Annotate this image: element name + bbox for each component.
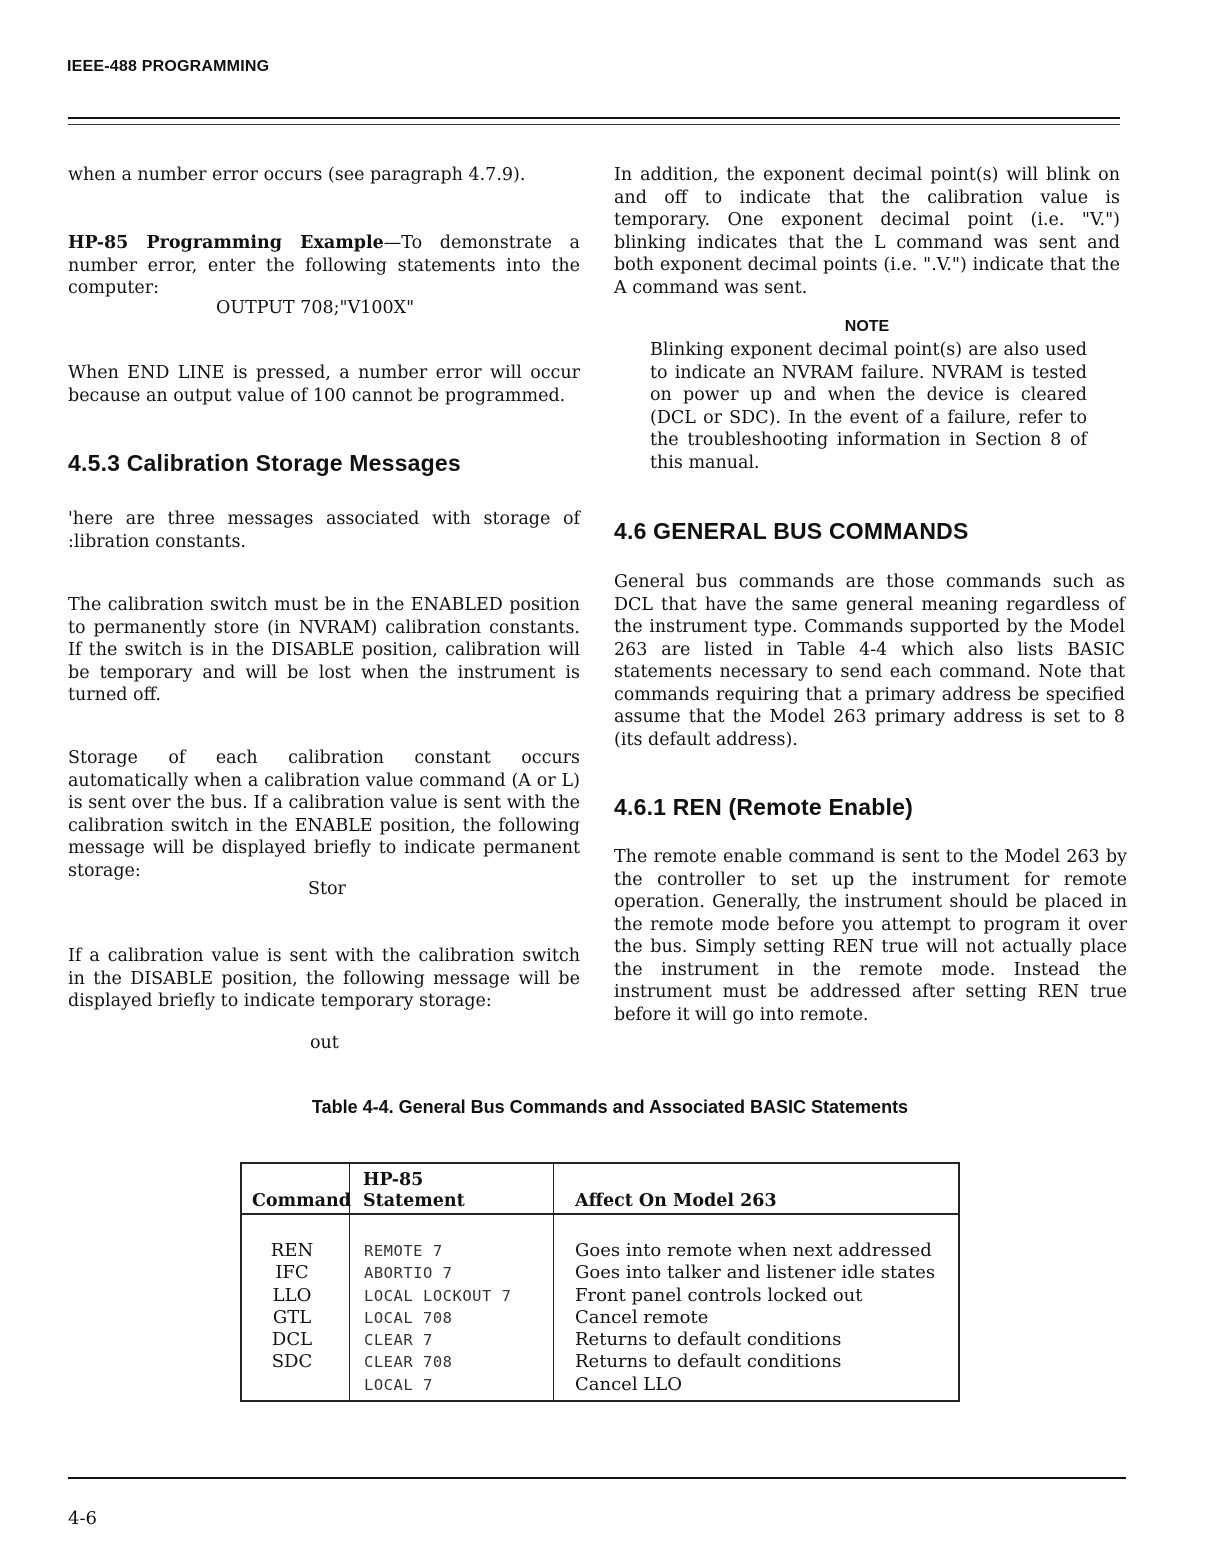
example-text: —To demonstrate a number error, enter the following statements into the computer: bbox=[68, 233, 580, 298]
example-lead: HP-85 Programming Example bbox=[68, 233, 384, 253]
header-affect: Affect On Model 263 bbox=[575, 1191, 777, 1211]
page-number: 4-6 bbox=[68, 1508, 97, 1529]
table-cell-statement: CLEAR 7 bbox=[364, 1331, 433, 1350]
left-paragraph-5: Storage of each calibration constant occurs automatically when a calibration value command (A or L) is sent over the bus. If a calibration value is sent with the calibration switch in the ENABLE position, the following message will be displayed briefly to indicate permanent storage: bbox=[68, 748, 580, 881]
table-cell-affect: Returns to default conditions bbox=[575, 1351, 842, 1373]
note-title: NOTE bbox=[844, 318, 890, 335]
left-paragraph-1: when a number error occurs (see paragraph 4.7.9). bbox=[68, 165, 526, 185]
code-output-statement: OUTPUT 708;"V100X" bbox=[216, 298, 415, 318]
table-cell-command: LLO bbox=[272, 1284, 312, 1306]
table-cell-command: GTL bbox=[272, 1306, 312, 1328]
header-rule-thin bbox=[68, 124, 1120, 125]
table-cell-statement: LOCAL LOCKOUT 7 bbox=[364, 1286, 512, 1305]
table-cell-statement: LOCAL 708 bbox=[364, 1308, 453, 1327]
table-cell-statement: LOCAL 7 bbox=[364, 1375, 433, 1394]
table-divider bbox=[553, 1164, 554, 1400]
header-statement-line2: Statement bbox=[363, 1191, 465, 1211]
table-cell-command: IFC bbox=[275, 1262, 309, 1284]
table-cell-affect: Goes into remote when next addressed bbox=[575, 1240, 932, 1261]
table-header-rule bbox=[242, 1213, 958, 1215]
table-cell-command: SDC bbox=[271, 1351, 313, 1373]
table-cell-command: DCL bbox=[271, 1329, 313, 1351]
table-cell-statement: CLEAR 708 bbox=[364, 1353, 453, 1372]
message-stor: Stor bbox=[308, 879, 346, 899]
table-cell-command: REN bbox=[270, 1240, 314, 1261]
command-column bbox=[242, 1240, 342, 1396]
table-caption: Table 4-4. General Bus Commands and Associated BASIC Statements bbox=[311, 1097, 909, 1117]
table-cell-affect: Goes into talker and listener idle states bbox=[575, 1262, 936, 1284]
right-paragraph-1: In addition, the exponent decimal point(s) will blink on and off to indicate that the calibration value is temporary. One exponent decimal point (i.e. "V.") blinking indicates that the L command was sent and both exponent decimal points (i.e. ".V.") indicate that the A command was sent. bbox=[614, 165, 1120, 298]
affect-column bbox=[575, 1240, 935, 1396]
left-paragraph-6: If a calibration value is sent with the calibration switch in the DISABLE position, the following message will be displayed briefly to indicate temporary storage: bbox=[68, 946, 580, 1011]
section-heading-4-5-3: 4.5.3 Calibration Storage Messages bbox=[68, 450, 461, 476]
right-paragraph-2: General bus commands are those commands such as DCL that have the same general meaning regardless of the instrument type. Commands supported by the Model 263 are listed in Table 4-4 which also lists BASIC statements necessary to send each command. Note that commands requiring that a primary address be specified assume that the Model 263 primary address is set to 8 (its default address). bbox=[614, 572, 1125, 750]
left-paragraph-3: 'here are three messages associated with storage of :libration constants. bbox=[68, 509, 580, 552]
right-paragraph-3: The remote enable command is sent to the Model 263 by the controller to set up the instrument for remote operation. Generally, the instrument should be placed in the remote mode before you attempt to program it over the bus. Simply setting REN true will not actually place the instrument in the remote mode. Instead the instrument must be addressed after setting REN true before it will go into remote. bbox=[614, 847, 1127, 1025]
footer-rule bbox=[68, 1477, 1126, 1479]
message-out: out bbox=[310, 1033, 339, 1053]
header-statement-line1: HP-85 bbox=[363, 1170, 424, 1190]
table-cell-statement: ABORTIO 7 bbox=[364, 1264, 453, 1283]
table-cell-affect: Returns to default conditions bbox=[575, 1329, 842, 1351]
section-heading-4-6-1: 4.6.1 REN (Remote Enable) bbox=[614, 794, 913, 820]
running-header: IEEE-488 PROGRAMMING bbox=[67, 58, 270, 75]
table-cell-affect: Cancel remote bbox=[575, 1306, 709, 1328]
table-cell-affect: Cancel LLO bbox=[575, 1373, 682, 1395]
table-cell-affect: Front panel controls locked out bbox=[575, 1284, 863, 1306]
table-cell-statement: REMOTE 7 bbox=[364, 1242, 443, 1260]
table-cell-command bbox=[242, 1374, 342, 1396]
bus-commands-table bbox=[240, 1162, 960, 1402]
statement-column bbox=[364, 1240, 511, 1396]
left-paragraph-4: The calibration switch must be in the ENABLED position to permanently store (in NVRAM) calibration constants. If the switch is in the DISABLE position, calibration will be temporary and will be lost when the instrument is turned off. bbox=[68, 595, 580, 705]
note-text: Blinking exponent decimal point(s) are also used to indicate an NVRAM failure. NVRAM is tested on power up and when the device is cleared (DCL or SDC). In the event of a failure, refer to the troubleshooting information in Section 8 of this manual. bbox=[650, 340, 1087, 473]
header-rule bbox=[68, 117, 1120, 119]
left-paragraph-2: When END LINE is pressed, a number error will occur because an output value of 100 cannot be programmed. bbox=[68, 363, 580, 406]
section-heading-4-6: 4.6 GENERAL BUS COMMANDS bbox=[614, 518, 969, 544]
hp85-example-paragraph bbox=[68, 232, 580, 300]
header-command: Command bbox=[252, 1191, 351, 1211]
